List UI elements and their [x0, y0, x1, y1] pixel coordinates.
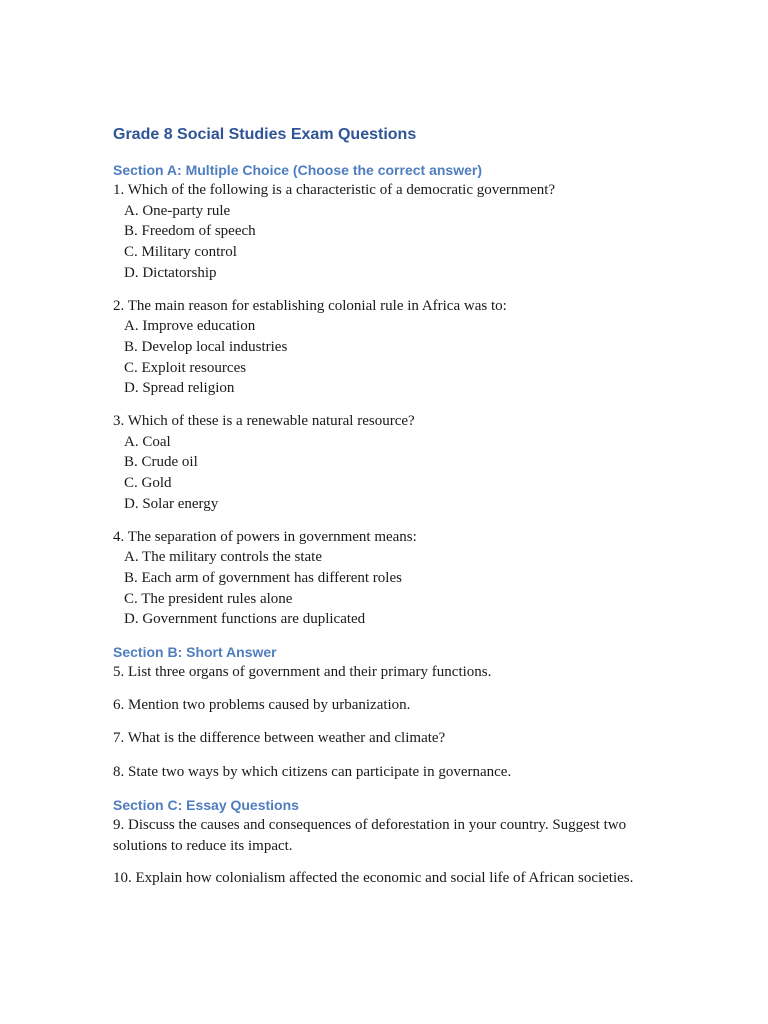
question-4-option-b: B. Each arm of government has different roles — [124, 569, 402, 586]
question-2 — [113, 296, 653, 400]
question-1-options — [113, 201, 653, 284]
question-6-text: 6. Mention two problems caused by urbanization. — [113, 697, 411, 714]
question-8-text: 8. State two ways by which citizens can participate in governance. — [113, 763, 512, 780]
question-4-options — [113, 547, 653, 630]
question-5-text: 5. List three organs of government and their primary functions. — [113, 664, 492, 681]
section-b-heading: Section B: Short Answer — [113, 644, 277, 661]
question-2-options — [113, 316, 653, 399]
question-4-option-c: C. The president rules alone — [124, 590, 293, 607]
document-title: Grade 8 Social Studies Exam Questions — [113, 126, 417, 143]
question-10-text: 10. Explain how colonialism affected the economic and social life of African societies. — [113, 870, 634, 887]
question-2-option-a: A. Improve education — [124, 318, 256, 335]
question-1-option-d: D. Dictatorship — [124, 264, 217, 281]
question-7-text: 7. What is the difference between weather and climate? — [113, 730, 446, 747]
question-1 — [113, 180, 653, 284]
question-3-text: 3. Which of these is a renewable natural resource? — [113, 413, 415, 430]
question-2-option-b: B. Develop local industries — [124, 338, 288, 355]
question-3-option-c: C. Gold — [124, 475, 172, 492]
question-4-text: 4. The separation of powers in government means: — [113, 528, 417, 545]
question-2-text: 2. The main reason for establishing colonial rule in Africa was to: — [113, 297, 507, 314]
question-4-option-a: A. The military controls the state — [124, 549, 323, 566]
question-3-option-d: D. Solar energy — [124, 495, 219, 512]
question-1-option-b: B. Freedom of speech — [124, 223, 256, 240]
question-9-text: 9. Discuss the causes and consequences of deforestation in your country. Suggest two solutions to reduce its impact. — [113, 816, 627, 854]
question-8 — [113, 762, 653, 783]
question-3 — [113, 411, 653, 515]
question-2-option-c: C. Exploit resources — [124, 359, 247, 376]
section-c — [113, 795, 653, 889]
question-4-option-d: D. Government functions are duplicated — [124, 611, 366, 628]
question-3-option-a: A. Coal — [124, 433, 171, 450]
section-b — [113, 642, 653, 782]
question-3-option-b: B. Crude oil — [124, 454, 198, 471]
question-7 — [113, 728, 653, 749]
document-body — [113, 124, 653, 901]
question-10 — [113, 868, 653, 889]
question-3-options — [113, 432, 653, 515]
question-9 — [113, 815, 653, 856]
question-1-text: 1. Which of the following is a characteristic of a democratic government? — [113, 182, 556, 198]
question-2-option-d: D. Spread religion — [124, 380, 235, 397]
section-a-heading: Section A: Multiple Choice (Choose the correct answer) — [113, 162, 482, 178]
question-1-option-a: A. One-party rule — [124, 202, 231, 219]
question-5 — [113, 662, 653, 683]
section-a — [113, 160, 653, 630]
question-1-option-c: C. Military control — [124, 244, 237, 261]
question-4 — [113, 527, 653, 631]
section-c-heading: Section C: Essay Questions — [113, 796, 299, 813]
question-6 — [113, 695, 653, 716]
